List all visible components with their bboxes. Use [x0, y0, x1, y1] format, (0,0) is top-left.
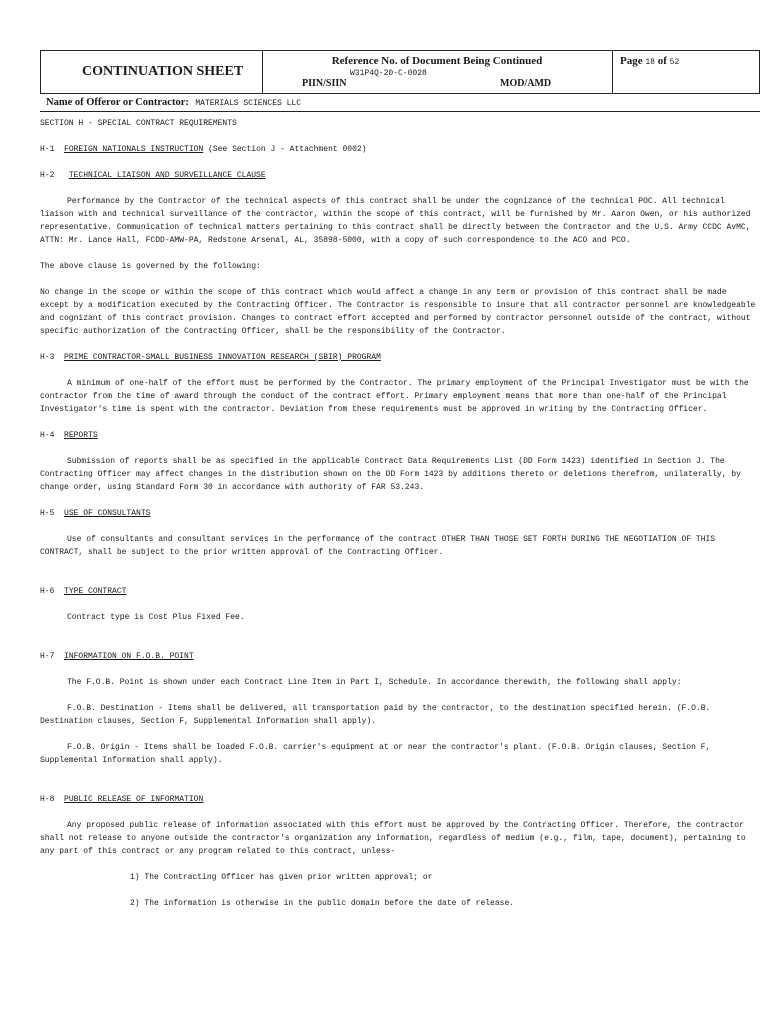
page-total: 52 [669, 58, 680, 67]
clause-h8 [40, 793, 760, 806]
paragraph: Use of consultants and consultant services in the performance of the contract OTHER THAN THOSE SET FORTH DURING THE NEGOTIATION OF THIS CONTRACT, shall be subject to the prior written approval of the Contracting Officer. [40, 535, 716, 557]
paragraph: F.O.B. Origin - Items shall be loaded F.O.B. carrier's equipment at or near the contractor's plant. (F.O.B. Origin clauses, Section F, Supplemental Information shall apply). [40, 743, 711, 765]
section-heading: SECTION H - SPECIAL CONTRACT REQUIREMENTS [40, 119, 237, 128]
clause-title: USE OF CONSULTANTS [64, 509, 151, 518]
continuation-sheet-title: CONTINUATION SHEET [82, 64, 244, 79]
clause-title: TYPE CONTRACT [64, 587, 127, 596]
clause-title: TECHNICAL LIAISON AND SURVEILLANCE CLAUSE [68, 171, 266, 180]
paragraph: A minimum of one-half of the effort must be performed by the Contractor. The primary employment of the Principal Investigator must be with the contractor from the time of award through the conduct of the contract effort. Primary employment means that more than one-half of the Principal Investigator's time is spent with the contractor. Deviation from these requirements must be approved in writing by the Contracting Officer. [40, 379, 749, 414]
clause-h4 [40, 429, 760, 442]
clause-number: H-1 [40, 145, 55, 154]
clause-title: INFORMATION ON F.O.B. POINT [64, 652, 194, 661]
clause-title: PUBLIC RELEASE OF INFORMATION [64, 795, 204, 804]
clause-number: H-3 [40, 353, 55, 362]
clause-h7 [40, 650, 760, 663]
offeror-divider [40, 111, 760, 112]
offeror-value: MATERIALS SCIENCES LLC [195, 99, 301, 108]
piin-label: PIIN/SIIN [302, 78, 347, 89]
clause-number: H-7 [40, 652, 55, 661]
list-item: 2) The information is otherwise in the public domain before the date of release. [130, 899, 515, 908]
clause-title: REPORTS [64, 431, 98, 440]
reference-title: Reference No. of Document Being Continued [331, 55, 543, 67]
reference-value: W31P4Q-20-C-0028 [350, 69, 427, 78]
list-item: 1) The Contracting Officer has given prior written approval; or [130, 873, 433, 882]
clause-title: PRIME CONTRACTOR-SMALL BUSINESS INNOVATION RESEARCH (SBIR) PROGRAM [64, 353, 381, 362]
paragraph: The above clause is governed by the following: [40, 262, 261, 271]
clause-h3 [40, 351, 760, 364]
clause-h1 [40, 143, 760, 156]
clause-number: H-6 [40, 587, 55, 596]
clause-number: H-2 [40, 171, 55, 180]
document-body [40, 117, 760, 910]
clause-number: H-4 [40, 431, 55, 440]
clause-h2 [40, 169, 760, 182]
clause-note: (See Section J - Attachment 0002) [208, 145, 367, 154]
paragraph: F.O.B. Destination - Items shall be delivered, all transportation paid by the contractor, to the destination specified herein. (F.O.B. Destination clauses, Section F, Supplemental Information shall apply). [40, 704, 711, 726]
page-indicator [620, 55, 679, 67]
offeror-label: Name of Offeror or Contractor: [46, 97, 189, 108]
clause-number: H-5 [40, 509, 55, 518]
paragraph: Contract type is Cost Plus Fixed Fee. [67, 613, 245, 622]
paragraph: Performance by the Contractor of the technical aspects of this contract shall be under the cognizance of the technical POC. All technical liaison with and technical surveillance of the contractor, within the scope of this contract, will be furnished by Mr. Aaron Owen, or his authorized representative. Communication of technical matters pertaining to this contract shall be directly between the Contractor and the U.S. Army CCDC AvMC, ATTN: Mr. Lance Hall, FCDD-AMW-PA, Redstone Arsenal, AL, 35898-5000, with a copy of such correspondence to the ACO and PCO. [40, 197, 751, 245]
clause-h6 [40, 585, 760, 598]
paragraph: The F.O.B. Point is shown under each Contract Line Item in Part I, Schedule. In accordance therewith, the following shall apply: [67, 678, 682, 687]
mod-label: MOD/AMD [500, 78, 552, 89]
paragraph: Submission of reports shall be as specified in the applicable Contract Data Requirements List (DD Form 1423) identified in Section J. The Contracting Officer may affect changes in the distribution shown on the DD Form 1423 by additions thereto or deletions therefrom, unilaterally, by change order, using Standard Form 30 in accordance with authority of FAR 53.243. [40, 457, 741, 492]
clause-title: FOREIGN NATIONALS INSTRUCTION [64, 145, 204, 154]
page-of: of [657, 55, 667, 67]
continuation-header [40, 50, 760, 94]
page-label: Page [620, 55, 643, 67]
page-current: 18 [645, 58, 655, 67]
paragraph: No change in the scope or within the scope of this contract which would affect a change in any term or provision of this contract shall be made except by a modification executed by the Contracting Officer. The Contractor is responsible to insure that all contractor personnel are knowledgeable and cognizant of this contract provision. Changes to contract effort accepted and performed by contractor personnel outside of the contract, without specific authorization of the Contracting Officer, shall be the responsibility of the Contractor. [40, 288, 756, 336]
clause-h5 [40, 507, 760, 520]
clause-number: H-8 [40, 795, 55, 804]
paragraph: Any proposed public release of information associated with this effort must be approved by the Contracting Officer. Therefore, the contractor shall not release to anyone outside the contractor's organization any information, regardless of medium (e.g., film, tape, document), pertaining to any part of this contract or any program related to this contract, unless- [40, 821, 746, 856]
offeror-row [46, 97, 301, 108]
